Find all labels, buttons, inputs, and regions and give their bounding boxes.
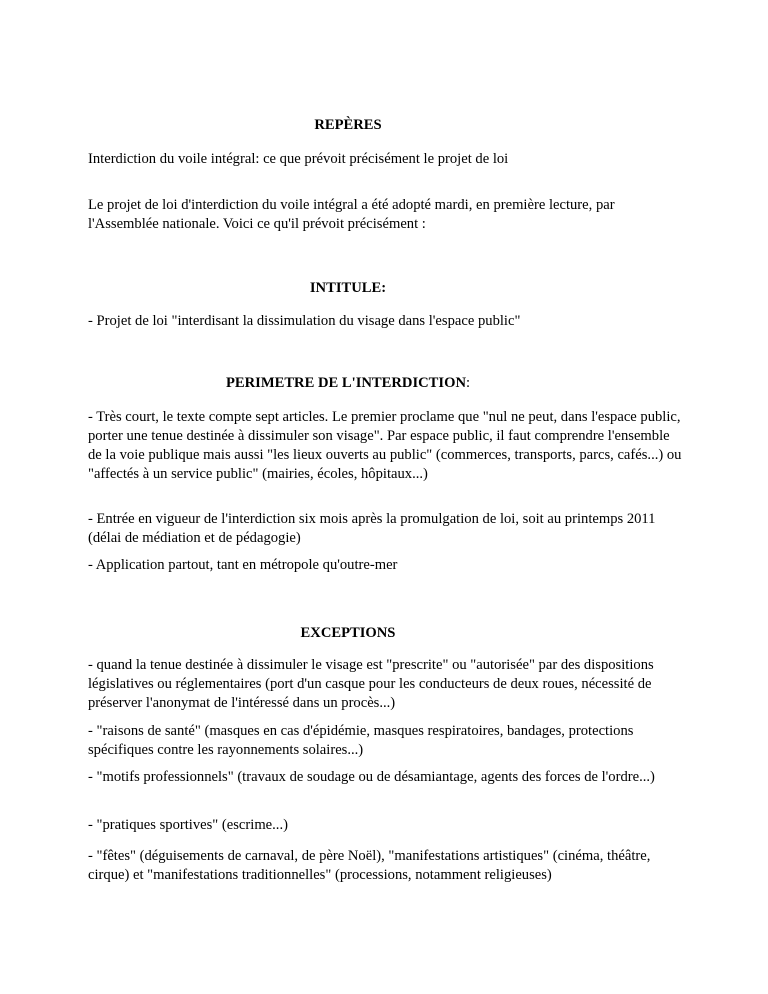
exceptions-paragraph-2: - "raisons de santé" (masques en cas d'épidémie, masques respiratoires, bandages, protections spécifiques contre les rayonnements solaires...): [88, 723, 634, 758]
heading-perimetre-text: PERIMETRE DE L'INTERDICTION: [225, 375, 466, 391]
heading-reperes: REPÈRES: [314, 117, 382, 133]
perimetre-paragraph-3: - Application partout, tant en métropole qu'outre-mer: [88, 557, 398, 573]
heading-perimetre: [88, 374, 608, 393]
intitule-paragraph: - Projet de loi "interdisant la dissimulation du visage dans l'espace public": [88, 313, 521, 329]
heading-intitule: INTITULE:: [309, 280, 387, 296]
heading-perimetre-colon: :: [465, 375, 471, 391]
perimetre-paragraph-1: - Très court, le texte compte sept articles. Le premier proclame que "nul ne peut, dans l'espace public, porter une tenue destinée à dissimuler son visage". Par espace public, il faut comprendre l'ensemble de la voie publique mais aussi "les lieux ouverts au public" (commerces, transports, parcs, cafés...) ou "affectés à un service public" (mairies, écoles, hôpitaux...): [88, 409, 682, 482]
exceptions-paragraph-3: - "motifs professionnels" (travaux de soudage ou de désamiantage, agents des forces de l'ordre...): [88, 769, 655, 785]
exceptions-paragraph-4: - "pratiques sportives" (escrime...): [88, 817, 288, 833]
perimetre-paragraph-2: - Entrée en vigueur de l'interdiction six mois après la promulgation de loi, soit au printemps 2011 (délai de médiation et de pédagogie): [88, 511, 656, 546]
exceptions-paragraph-1: - quand la tenue destinée à dissimuler le visage est "prescrite" ou "autorisée" par des dispositions législatives ou réglementaires (port d'un casque pour les conducteurs de deux roues, nécessité de préserver l'anonymat de l'intéressé dans un procès...): [88, 657, 654, 711]
intro-paragraph: Le projet de loi d'interdiction du voile intégral a été adopté mardi, en première lecture, par l'Assemblée nationale. Voici ce qu'il prévoit précisément :: [88, 197, 615, 232]
heading-exceptions: EXCEPTIONS: [300, 625, 396, 641]
exceptions-paragraph-5: - "fêtes" (déguisements de carnaval, de père Noël), "manifestations artistiques" (cinéma, théâtre, cirque) et "manifestations traditionnelles" (processions, notamment religieuses): [88, 848, 651, 883]
document-subtitle: Interdiction du voile intégral: ce que prévoit précisément le projet de loi: [88, 151, 509, 167]
